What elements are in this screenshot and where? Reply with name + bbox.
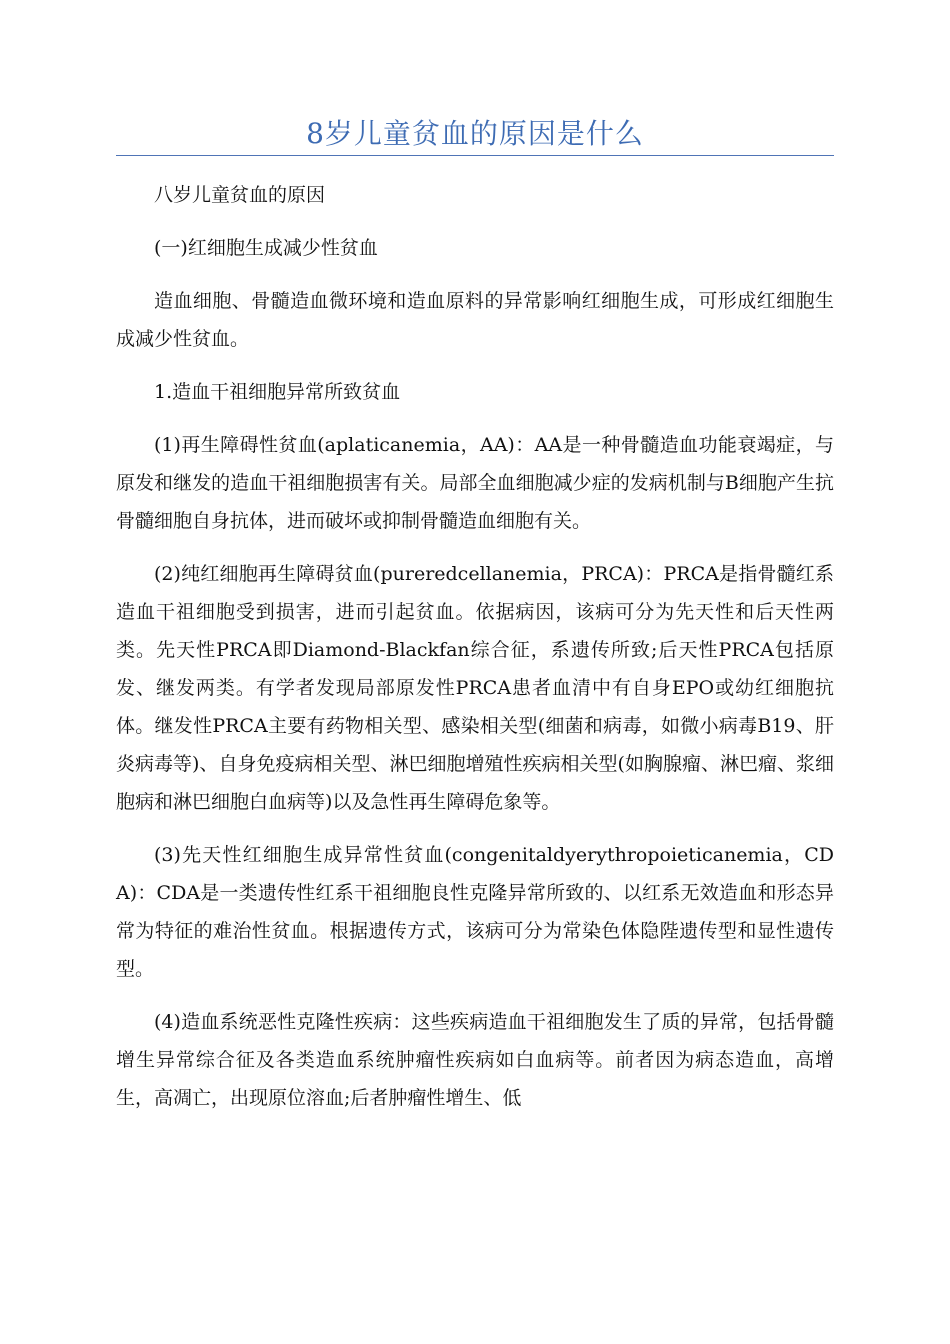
paragraph-1: 八岁儿童贫血的原因 — [154, 184, 326, 206]
paragraph-5: (1)再生障碍性贫血(aplaticanemia，AA)：AA是一种骨髓造血功能衰竭症，与原发和继发的造血干祖细胞损害有关。局部全血细胞减少症的发病机制与B细胞产生抗骨髓细胞自身抗体，进而破坏或抑制骨髓造血细胞有关。 — [116, 434, 834, 532]
document-body — [116, 176, 834, 1132]
paragraph-8: (4)造血系统恶性克隆性疾病：这些疾病造血干祖细胞发生了质的异常，包括骨髓增生异常综合征及各类造血系统肿瘤性疾病如白血病等。前者因为病态造血，高增生，高凋亡，出现原位溶血;后者肿瘤性增生、低 — [116, 1011, 834, 1109]
document-title: 8岁儿童贫血的原因是什么 — [306, 117, 644, 150]
title-underline — [116, 155, 834, 156]
paragraph-2: (一)红细胞生成减少性贫血 — [154, 237, 378, 259]
paragraph-3: 造血细胞、骨髓造血微环境和造血原料的异常影响红细胞生成，可形成红细胞生成减少性贫血。 — [116, 290, 834, 350]
paragraph-6: (2)纯红细胞再生障碍贫血(pureredcellanemia，PRCA)：PRCA是指骨髓红系造血干祖细胞受到损害，进而引起贫血。依据病因，该病可分为先天性和后天性两类。先天性PRCA即Diamond-Blackfan综合征，系遗传所致;后天性PRCA包括原发、继发两类。有学者发现局部原发性PRCA患者血清中有自身EPO或幼红细胞抗体。继发性PRCA主要有药物相关型、感染相关型(细菌和病毒，如微小病毒B19、肝炎病毒等)、自身免疫病相关型、淋巴细胞增殖性疾病相关型(如胸腺瘤、淋巴瘤、浆细胞病和淋巴细胞白血病等)以及急性再生障碍危象等。 — [116, 563, 834, 813]
paragraph-7: (3)先天性红细胞生成异常性贫血(congenitaldyerythropoieticanemia，CDA)：CDA是一类遗传性红系干祖细胞良性克隆异常所致的、以红系无效造血和形态异常为特征的难治性贫血。根据遗传方式，该病可分为常染色体隐陛遗传型和显性遗传型。 — [116, 844, 834, 980]
paragraph-4: 1.造血干祖细胞异常所致贫血 — [154, 381, 401, 403]
